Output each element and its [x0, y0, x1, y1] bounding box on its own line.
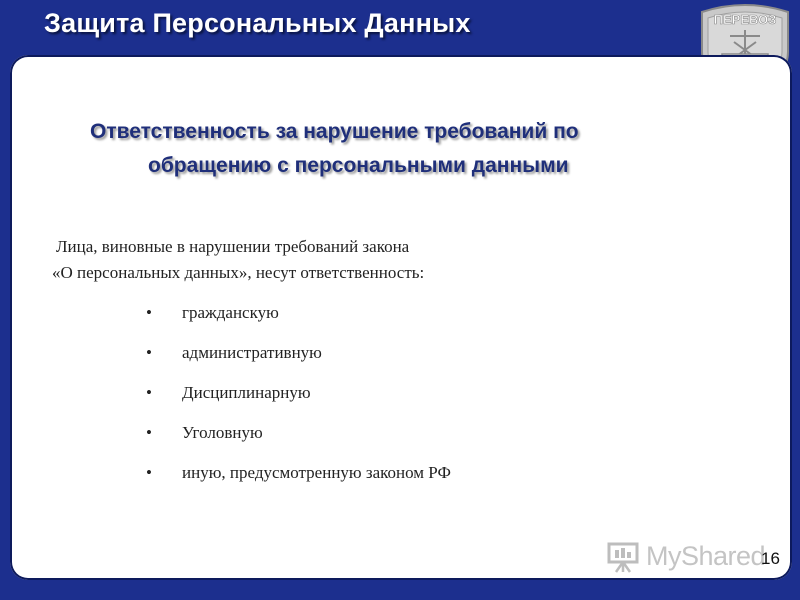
presentation-board-icon — [606, 539, 640, 573]
bullet-icon: • — [146, 463, 152, 482]
watermark-logo — [606, 536, 776, 576]
responsibility-list — [146, 300, 451, 500]
list-item-text: Дисциплинарную — [182, 383, 311, 402]
badge-top-text: ПЕРЕВОЗ — [713, 12, 777, 27]
lead-line-2: «О персональных данных», несут ответственность: — [52, 263, 425, 282]
lead-paragraph — [52, 234, 612, 286]
list-item-text: Уголовную — [182, 423, 263, 442]
slide-title: Защита Персональных Данных — [44, 8, 471, 38]
bullet-icon: • — [146, 383, 152, 402]
lead-line-1: Лица, виновные в нарушении требований закона — [56, 237, 410, 256]
list-item — [146, 420, 451, 460]
bullet-icon: • — [146, 303, 152, 322]
list-item — [146, 460, 451, 500]
bullet-icon: • — [146, 423, 152, 442]
heading-line-1: Ответственность за нарушение требований по — [90, 120, 579, 143]
list-item — [146, 300, 451, 340]
list-item — [146, 340, 451, 380]
list-item-text: иную, предусмотренную законом РФ — [182, 463, 451, 482]
heading-line-2: обращению с персональными данными — [148, 154, 569, 177]
section-heading — [90, 115, 730, 183]
watermark-text: MyShared — [646, 540, 766, 571]
list-item — [146, 380, 451, 420]
bullet-icon: • — [146, 343, 152, 362]
list-item-text: гражданскую — [182, 303, 279, 322]
list-item-text: административную — [182, 343, 322, 362]
page-number: 16 — [761, 549, 780, 568]
